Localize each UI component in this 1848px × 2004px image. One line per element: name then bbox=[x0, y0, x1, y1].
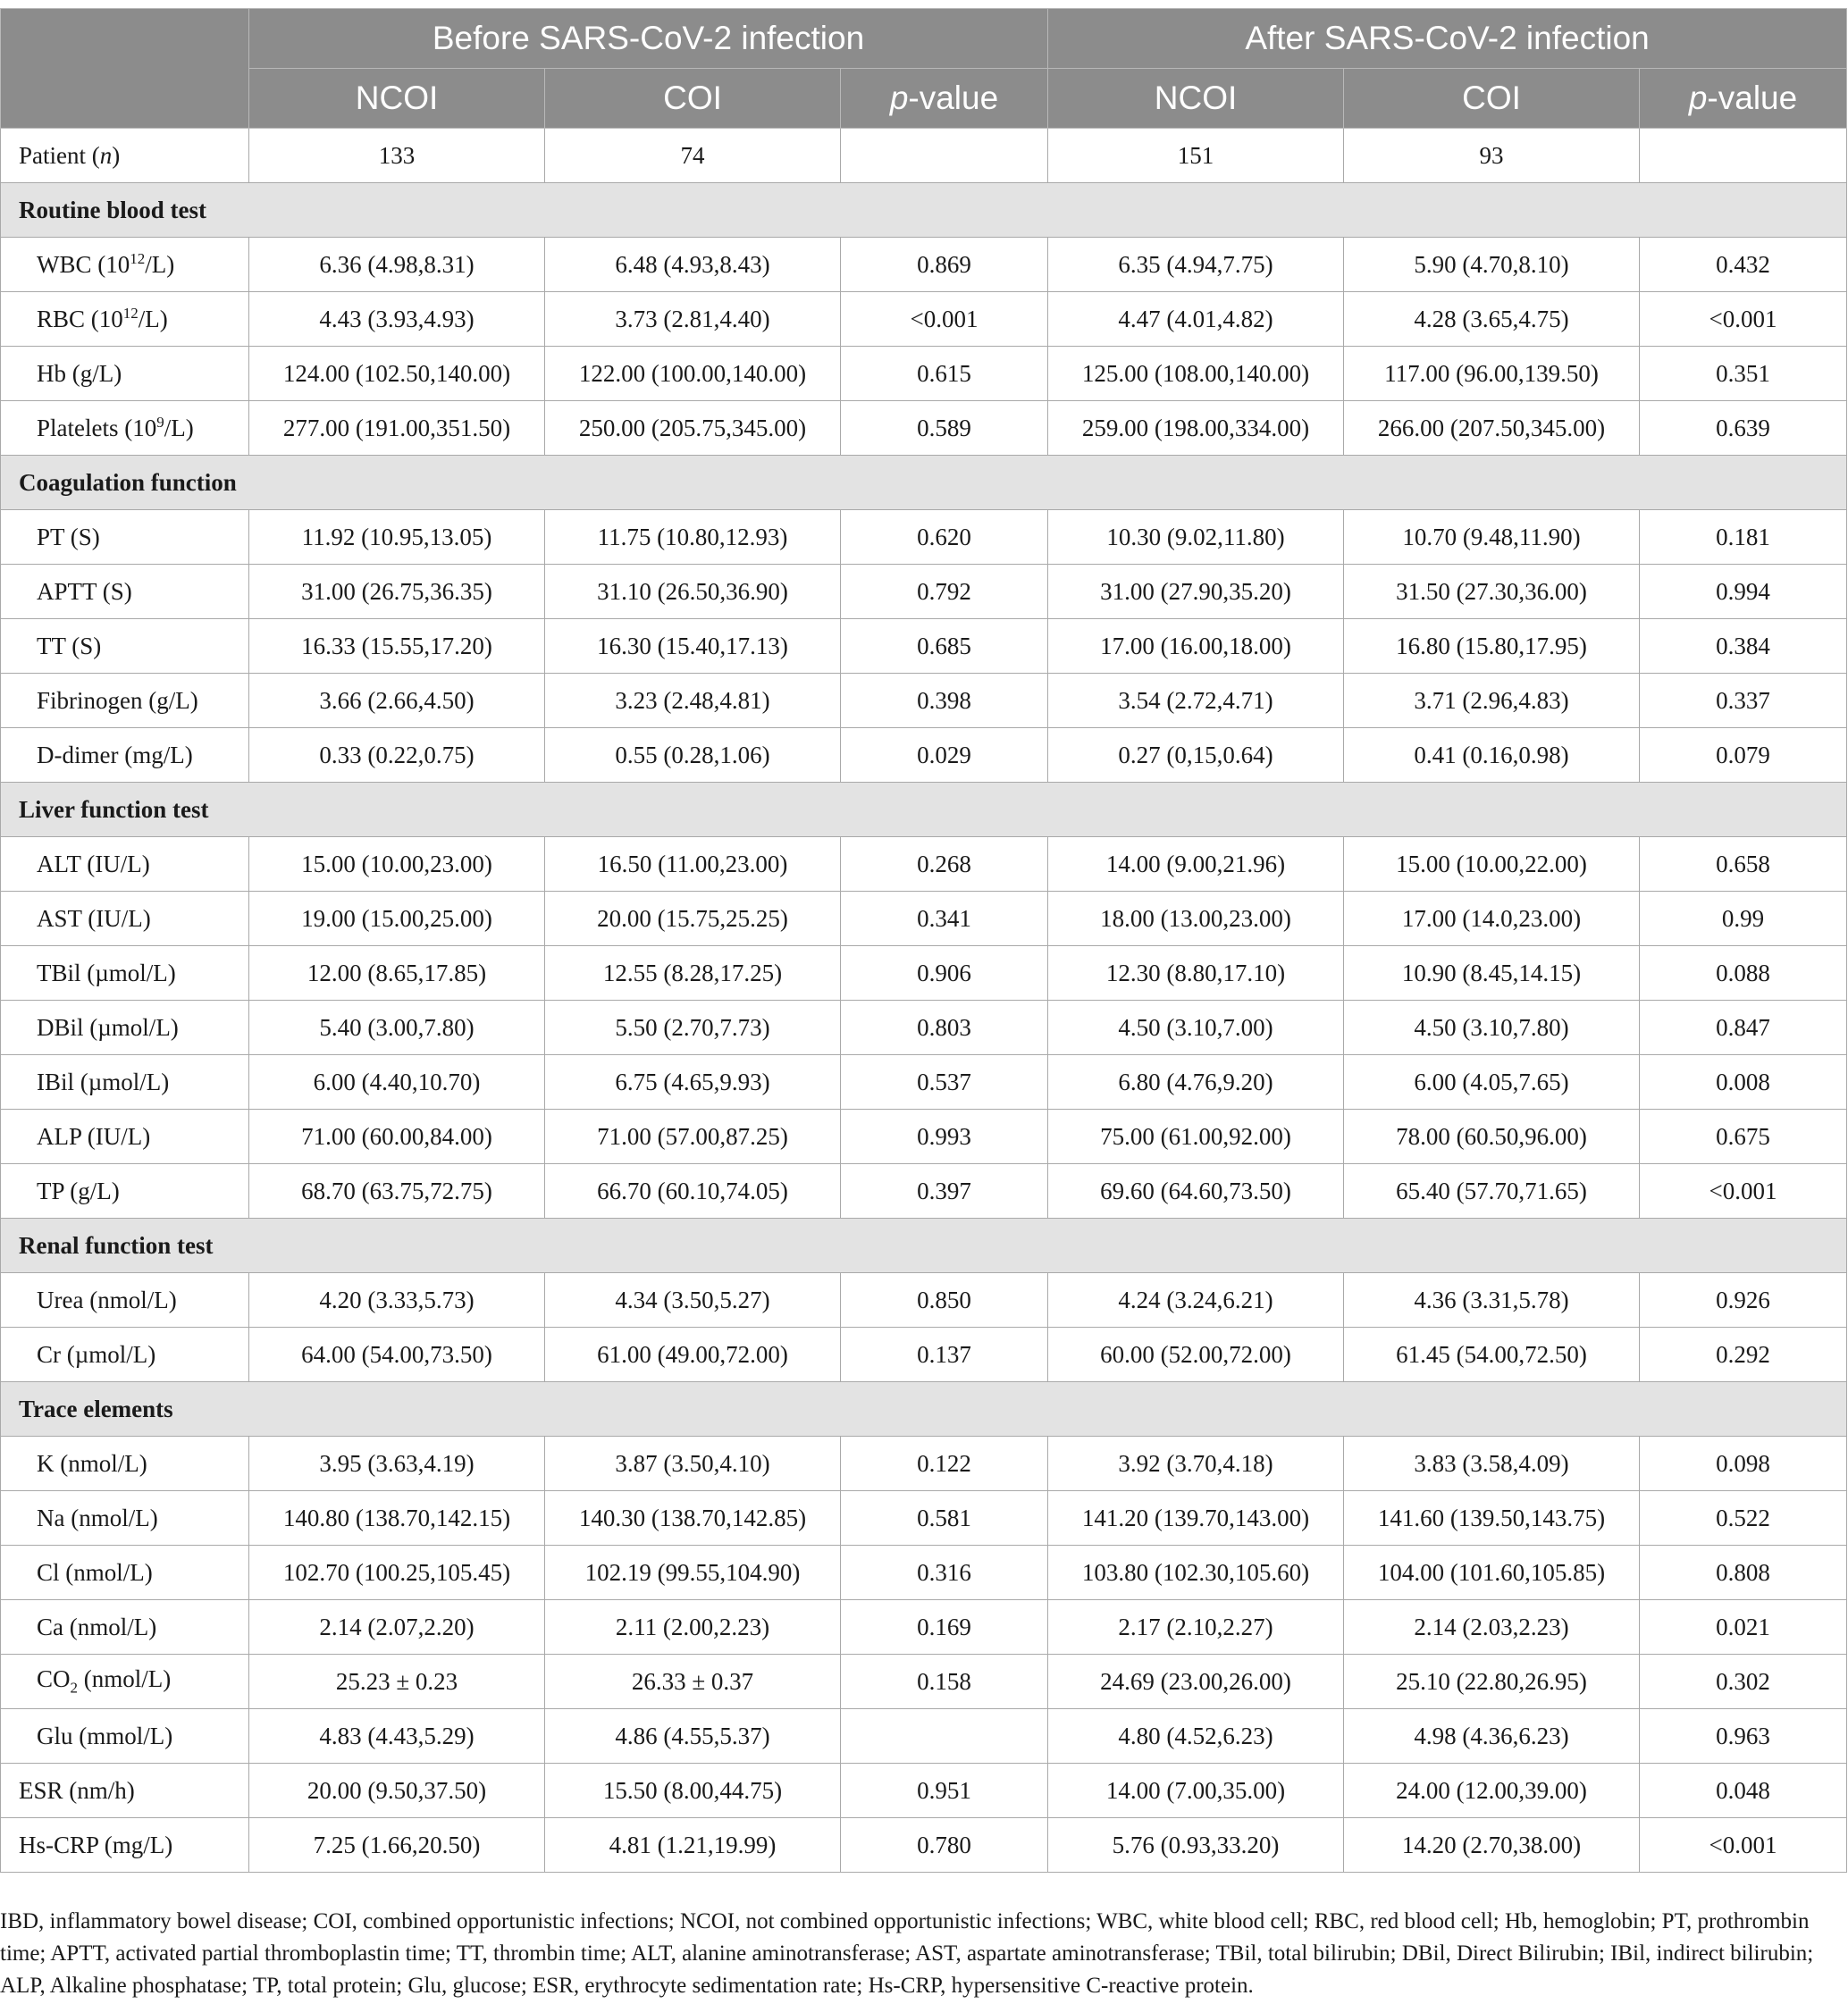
cell-value: 125.00 (108.00,140.00) bbox=[1048, 347, 1344, 401]
row-label bbox=[1, 728, 249, 783]
cell-value: 71.00 (57.00,87.25) bbox=[545, 1110, 841, 1164]
cell-value: 31.00 (27.90,35.20) bbox=[1048, 565, 1344, 619]
cell-value: 0.158 bbox=[841, 1655, 1048, 1709]
row-label-text: ALT (IU/L) bbox=[37, 850, 150, 877]
cell-value: 0.292 bbox=[1640, 1328, 1847, 1382]
row-label bbox=[1, 1546, 249, 1600]
cell-value: 0.780 bbox=[841, 1818, 1048, 1873]
cell-value: 6.80 (4.76,9.20) bbox=[1048, 1055, 1344, 1110]
table-row bbox=[1, 946, 1847, 1001]
cell-value: 0.181 bbox=[1640, 510, 1847, 565]
cell-value: <0.001 bbox=[841, 292, 1048, 347]
cell-value: 0.029 bbox=[841, 728, 1048, 783]
header-before-pvalue bbox=[841, 69, 1048, 129]
row-label-text: Hb (g/L) bbox=[37, 359, 122, 387]
table-row bbox=[1, 510, 1847, 565]
cell-value: 31.10 (26.50,36.90) bbox=[545, 565, 841, 619]
row-label-tail: (nmol/L) bbox=[78, 1665, 172, 1693]
cell-value: 0.088 bbox=[1640, 946, 1847, 1001]
row-label-text: Platelets (10 bbox=[37, 415, 157, 441]
cell-value: 12.00 (8.65,17.85) bbox=[249, 946, 545, 1001]
header-after-pvalue bbox=[1640, 69, 1847, 129]
row-label-tail: /L) bbox=[164, 415, 194, 441]
table-row bbox=[1, 401, 1847, 456]
table-row bbox=[1, 728, 1847, 783]
cell-value: 0.869 bbox=[841, 238, 1048, 292]
cell-value: 0.620 bbox=[841, 510, 1048, 565]
row-label-text: Cl (nmol/L) bbox=[37, 1558, 153, 1586]
cell-value: 124.00 (102.50,140.00) bbox=[249, 347, 545, 401]
row-label-tail: /L) bbox=[138, 306, 168, 332]
cell-value: 4.20 (3.33,5.73) bbox=[249, 1273, 545, 1328]
cell-value: 4.50 (3.10,7.00) bbox=[1048, 1001, 1344, 1055]
row-label bbox=[1, 1437, 249, 1491]
cell-value: 2.14 (2.07,2.20) bbox=[249, 1600, 545, 1655]
cell-value: 0.803 bbox=[841, 1001, 1048, 1055]
cell-value: 0.685 bbox=[841, 619, 1048, 674]
row-label-text: IBil (µmol/L) bbox=[37, 1068, 170, 1095]
cell-value: 0.048 bbox=[1640, 1764, 1847, 1818]
cell-value: 4.50 (3.10,7.80) bbox=[1344, 1001, 1640, 1055]
cell-value: 3.92 (3.70,4.18) bbox=[1048, 1437, 1344, 1491]
cell-value: 0.098 bbox=[1640, 1437, 1847, 1491]
table-footnote: IBD, inflammatory bowel disease; COI, combined opportunistic infections; NCOI, not combined opportunistic infections; WBC, white blood cell; RBC, red blood cell; Hb, hemoglobin; PT, prothrombin time; APTT, activated partial thromboplastin time; TT, thrombin time; ALT, alanine aminotransferase; AST, aspartate aminotransferase; TBil, total bilirubin; DBil, Direct Bilirubin; IBil, indirect bilirubin; ALP, Alkaline phosphatase; TP, total protein; Glu, glucose; ESR, erythrocyte sedimentation rate; Hs-CRP, hypersensitive C-reactive protein. bbox=[0, 1909, 1814, 1998]
cell-value: 20.00 (15.75,25.25) bbox=[545, 892, 841, 946]
section-title: Coagulation function bbox=[1, 456, 1847, 510]
table-row bbox=[1, 674, 1847, 728]
row-label-text: ESR (nm/h) bbox=[19, 1776, 135, 1804]
row-label-text: Na (nmol/L) bbox=[37, 1504, 158, 1531]
cell-value: 0.847 bbox=[1640, 1001, 1847, 1055]
row-label bbox=[1, 946, 249, 1001]
cell-value: 0.398 bbox=[841, 674, 1048, 728]
row-label-text: Hs-CRP (mg/L) bbox=[19, 1831, 173, 1858]
cell-value: 14.00 (9.00,21.96) bbox=[1048, 837, 1344, 892]
row-label bbox=[1, 1491, 249, 1546]
cell-value: 25.10 (22.80,26.95) bbox=[1344, 1655, 1640, 1709]
header-before-ncoi: NCOI bbox=[249, 69, 545, 129]
section-title: Routine blood test bbox=[1, 183, 1847, 238]
cell-value: 11.75 (10.80,12.93) bbox=[545, 510, 841, 565]
cell-value bbox=[841, 1709, 1048, 1764]
cell-value: 10.90 (8.45,14.15) bbox=[1344, 946, 1640, 1001]
header-group-row bbox=[1, 9, 1847, 69]
row-label-text: TBil (µmol/L) bbox=[37, 959, 176, 986]
patient-label-post: ) bbox=[112, 141, 121, 169]
row-label-text: Ca (nmol/L) bbox=[37, 1613, 157, 1640]
row-label bbox=[1, 1055, 249, 1110]
row-label bbox=[1, 1273, 249, 1328]
row-label-sup: 12 bbox=[130, 250, 146, 267]
row-label-text: Glu (mmol/L) bbox=[37, 1722, 173, 1749]
row-label bbox=[1, 892, 249, 946]
row-label-text: Cr (µmol/L) bbox=[37, 1340, 156, 1368]
cell-value: 6.75 (4.65,9.93) bbox=[545, 1055, 841, 1110]
cell-value: 18.00 (13.00,23.00) bbox=[1048, 892, 1344, 946]
patient-row bbox=[1, 129, 1847, 183]
cell-value: 122.00 (100.00,140.00) bbox=[545, 347, 841, 401]
cell-value: <0.001 bbox=[1640, 292, 1847, 347]
patient-label-n: n bbox=[99, 141, 113, 169]
row-label bbox=[1, 1764, 249, 1818]
cell-value: 4.34 (3.50,5.27) bbox=[545, 1273, 841, 1328]
cell-value: 4.36 (3.31,5.78) bbox=[1344, 1273, 1640, 1328]
header-before-coi: COI bbox=[545, 69, 841, 129]
cell-value: 0.316 bbox=[841, 1546, 1048, 1600]
cell-value: 0.850 bbox=[841, 1273, 1048, 1328]
row-label bbox=[1, 292, 249, 347]
cell-value: 4.83 (4.43,5.29) bbox=[249, 1709, 545, 1764]
cell-value: 15.50 (8.00,44.75) bbox=[545, 1764, 841, 1818]
cell-value: 0.906 bbox=[841, 946, 1048, 1001]
cell-value: 2.11 (2.00,2.23) bbox=[545, 1600, 841, 1655]
row-label bbox=[1, 1818, 249, 1873]
cell-value: 14.00 (7.00,35.00) bbox=[1048, 1764, 1344, 1818]
cell-value: 0.993 bbox=[841, 1110, 1048, 1164]
cell-value: 4.43 (3.93,4.93) bbox=[249, 292, 545, 347]
cell-value: 16.80 (15.80,17.95) bbox=[1344, 619, 1640, 674]
cell-value: 6.00 (4.40,10.70) bbox=[249, 1055, 545, 1110]
cell-value: 0.122 bbox=[841, 1437, 1048, 1491]
table-row bbox=[1, 238, 1847, 292]
cell-value: 0.537 bbox=[841, 1055, 1048, 1110]
cell-value: 102.70 (100.25,105.45) bbox=[249, 1546, 545, 1600]
header-column-row bbox=[1, 69, 1847, 129]
row-label-sub: 2 bbox=[70, 1679, 79, 1697]
p-suffix: -value bbox=[1707, 80, 1798, 116]
cell-value: 0.384 bbox=[1640, 619, 1847, 674]
cell-value: 0.639 bbox=[1640, 401, 1847, 456]
row-label bbox=[1, 1110, 249, 1164]
table-row bbox=[1, 1546, 1847, 1600]
cell-value: 16.50 (11.00,23.00) bbox=[545, 837, 841, 892]
row-label bbox=[1, 1655, 249, 1709]
cell-value: 0.55 (0.28,1.06) bbox=[545, 728, 841, 783]
cell-value: 26.33 ± 0.37 bbox=[545, 1655, 841, 1709]
cell-value: 12.55 (8.28,17.25) bbox=[545, 946, 841, 1001]
section-header-row bbox=[1, 183, 1847, 238]
row-label-text: CO bbox=[37, 1665, 71, 1693]
cell-value: 0.33 (0.22,0.75) bbox=[249, 728, 545, 783]
section-title: Renal function test bbox=[1, 1219, 1847, 1273]
cell-value: 0.658 bbox=[1640, 837, 1847, 892]
cell-value: 2.17 (2.10,2.27) bbox=[1048, 1600, 1344, 1655]
cell-value: 0.341 bbox=[841, 892, 1048, 946]
cell-value: 0.792 bbox=[841, 565, 1048, 619]
cell-value: 16.30 (15.40,17.13) bbox=[545, 619, 841, 674]
header-after-ncoi: NCOI bbox=[1048, 69, 1344, 129]
cell-value: 259.00 (198.00,334.00) bbox=[1048, 401, 1344, 456]
cell-value bbox=[841, 129, 1048, 183]
cell-value: 141.60 (139.50,143.75) bbox=[1344, 1491, 1640, 1546]
cell-value: 104.00 (101.60,105.85) bbox=[1344, 1546, 1640, 1600]
cell-value: 0.589 bbox=[841, 401, 1048, 456]
row-label-text: Fibrinogen (g/L) bbox=[37, 686, 198, 714]
cell-value: 0.137 bbox=[841, 1328, 1048, 1382]
cell-value: 11.92 (10.95,13.05) bbox=[249, 510, 545, 565]
cell-value: 4.24 (3.24,6.21) bbox=[1048, 1273, 1344, 1328]
p-suffix: -value bbox=[908, 80, 999, 116]
row-label bbox=[1, 347, 249, 401]
p-italic: p bbox=[889, 80, 909, 116]
p-italic: p bbox=[1688, 80, 1708, 116]
row-label bbox=[1, 1164, 249, 1219]
table-row bbox=[1, 1764, 1847, 1818]
cell-value: 0.397 bbox=[841, 1164, 1048, 1219]
cell-value: 16.33 (15.55,17.20) bbox=[249, 619, 545, 674]
table-row bbox=[1, 1818, 1847, 1873]
cell-value bbox=[1640, 129, 1847, 183]
cell-value: 15.00 (10.00,22.00) bbox=[1344, 837, 1640, 892]
table-row bbox=[1, 1437, 1847, 1491]
cell-value: 5.40 (3.00,7.80) bbox=[249, 1001, 545, 1055]
cell-value: 0.994 bbox=[1640, 565, 1847, 619]
header-after-group: After SARS-CoV-2 infection bbox=[1048, 9, 1847, 69]
table-row bbox=[1, 1655, 1847, 1709]
row-label-text: AST (IU/L) bbox=[37, 904, 151, 932]
cell-value: 3.87 (3.50,4.10) bbox=[545, 1437, 841, 1491]
header-corner bbox=[1, 9, 249, 129]
cell-value: 102.19 (99.55,104.90) bbox=[545, 1546, 841, 1600]
cell-value: 68.70 (63.75,72.75) bbox=[249, 1164, 545, 1219]
cell-value: 20.00 (9.50,37.50) bbox=[249, 1764, 545, 1818]
cell-value: 5.90 (4.70,8.10) bbox=[1344, 238, 1640, 292]
cell-value: 78.00 (60.50,96.00) bbox=[1344, 1110, 1640, 1164]
cell-value: 103.80 (102.30,105.60) bbox=[1048, 1546, 1344, 1600]
row-label-tail: /L) bbox=[145, 251, 175, 278]
row-label bbox=[1, 510, 249, 565]
row-label-text: DBil (µmol/L) bbox=[37, 1013, 179, 1041]
row-label bbox=[1, 238, 249, 292]
cell-value: 6.35 (4.94,7.75) bbox=[1048, 238, 1344, 292]
cell-value: 0.302 bbox=[1640, 1655, 1847, 1709]
cell-value: 277.00 (191.00,351.50) bbox=[249, 401, 545, 456]
section-header-row bbox=[1, 1219, 1847, 1273]
cell-value: 17.00 (16.00,18.00) bbox=[1048, 619, 1344, 674]
row-label-text: Urea (nmol/L) bbox=[37, 1286, 177, 1313]
row-label-text: WBC (10 bbox=[37, 251, 130, 278]
cell-value: 4.80 (4.52,6.23) bbox=[1048, 1709, 1344, 1764]
cell-value: 0.581 bbox=[841, 1491, 1048, 1546]
table-row bbox=[1, 1164, 1847, 1219]
row-label-text: APTT (S) bbox=[37, 577, 132, 605]
table-row bbox=[1, 565, 1847, 619]
cell-value: 140.30 (138.70,142.85) bbox=[545, 1491, 841, 1546]
cell-value: 0.337 bbox=[1640, 674, 1847, 728]
cell-value: 3.73 (2.81,4.40) bbox=[545, 292, 841, 347]
cell-value: 75.00 (61.00,92.00) bbox=[1048, 1110, 1344, 1164]
cell-value: 0.41 (0.16,0.98) bbox=[1344, 728, 1640, 783]
cell-value: 0.522 bbox=[1640, 1491, 1847, 1546]
cell-value: 60.00 (52.00,72.00) bbox=[1048, 1328, 1344, 1382]
cell-value: 0.169 bbox=[841, 1600, 1048, 1655]
cell-value: 4.47 (4.01,4.82) bbox=[1048, 292, 1344, 347]
cell-value: 14.20 (2.70,38.00) bbox=[1344, 1818, 1640, 1873]
cell-value: 25.23 ± 0.23 bbox=[249, 1655, 545, 1709]
cell-value: 5.76 (0.93,33.20) bbox=[1048, 1818, 1344, 1873]
row-label-text: PT (S) bbox=[37, 523, 100, 550]
cell-value: 4.81 (1.21,19.99) bbox=[545, 1818, 841, 1873]
cell-value: 0.615 bbox=[841, 347, 1048, 401]
cell-value: 140.80 (138.70,142.15) bbox=[249, 1491, 545, 1546]
patient-label bbox=[1, 129, 249, 183]
cell-value: 0.27 (0,15,0.64) bbox=[1048, 728, 1344, 783]
table-container bbox=[0, 8, 1846, 1873]
cell-value: 0.079 bbox=[1640, 728, 1847, 783]
table-row bbox=[1, 837, 1847, 892]
lab-results-table bbox=[0, 8, 1847, 1873]
cell-value: 7.25 (1.66,20.50) bbox=[249, 1818, 545, 1873]
cell-value: 0.432 bbox=[1640, 238, 1847, 292]
table-row bbox=[1, 619, 1847, 674]
table-row bbox=[1, 347, 1847, 401]
cell-value: 0.268 bbox=[841, 837, 1048, 892]
row-label-text: K (nmol/L) bbox=[37, 1449, 147, 1477]
cell-value: 69.60 (64.60,73.50) bbox=[1048, 1164, 1344, 1219]
row-label-text: TP (g/L) bbox=[37, 1177, 120, 1204]
table-row bbox=[1, 1110, 1847, 1164]
section-title: Liver function test bbox=[1, 783, 1847, 837]
cell-value: 3.83 (3.58,4.09) bbox=[1344, 1437, 1640, 1491]
row-label bbox=[1, 619, 249, 674]
section-header-row bbox=[1, 783, 1847, 837]
cell-value: 24.00 (12.00,39.00) bbox=[1344, 1764, 1640, 1818]
table-row bbox=[1, 292, 1847, 347]
cell-value: 2.14 (2.03,2.23) bbox=[1344, 1600, 1640, 1655]
cell-value: 12.30 (8.80,17.10) bbox=[1048, 946, 1344, 1001]
row-label bbox=[1, 1709, 249, 1764]
cell-value: 65.40 (57.70,71.65) bbox=[1344, 1164, 1640, 1219]
row-label-text: TT (S) bbox=[37, 632, 102, 659]
table-row bbox=[1, 1273, 1847, 1328]
row-label-text: ALP (IU/L) bbox=[37, 1122, 151, 1150]
section-title: Trace elements bbox=[1, 1382, 1847, 1437]
cell-value: 19.00 (15.00,25.00) bbox=[249, 892, 545, 946]
cell-value: 3.23 (2.48,4.81) bbox=[545, 674, 841, 728]
cell-value: 0.963 bbox=[1640, 1709, 1847, 1764]
table-row bbox=[1, 1328, 1847, 1382]
cell-value: 3.71 (2.96,4.83) bbox=[1344, 674, 1640, 728]
row-label bbox=[1, 837, 249, 892]
patient-label-pre: Patient ( bbox=[19, 141, 100, 169]
cell-value: 133 bbox=[249, 129, 545, 183]
cell-value: 6.36 (4.98,8.31) bbox=[249, 238, 545, 292]
row-label bbox=[1, 565, 249, 619]
cell-value: 31.00 (26.75,36.35) bbox=[249, 565, 545, 619]
header-after-coi: COI bbox=[1344, 69, 1640, 129]
cell-value: 0.008 bbox=[1640, 1055, 1847, 1110]
cell-value: 61.00 (49.00,72.00) bbox=[545, 1328, 841, 1382]
cell-value: 4.28 (3.65,4.75) bbox=[1344, 292, 1640, 347]
cell-value: 61.45 (54.00,72.50) bbox=[1344, 1328, 1640, 1382]
cell-value: 3.95 (3.63,4.19) bbox=[249, 1437, 545, 1491]
table-row bbox=[1, 1001, 1847, 1055]
table-row bbox=[1, 1491, 1847, 1546]
cell-value: 0.351 bbox=[1640, 347, 1847, 401]
cell-value: 17.00 (14.0,23.00) bbox=[1344, 892, 1640, 946]
row-label-text: D-dimer (mg/L) bbox=[37, 741, 193, 768]
cell-value: 6.48 (4.93,8.43) bbox=[545, 238, 841, 292]
cell-value: 0.021 bbox=[1640, 1600, 1847, 1655]
header-before-group: Before SARS-CoV-2 infection bbox=[249, 9, 1048, 69]
cell-value: 5.50 (2.70,7.73) bbox=[545, 1001, 841, 1055]
row-label bbox=[1, 1600, 249, 1655]
cell-value: 3.66 (2.66,4.50) bbox=[249, 674, 545, 728]
cell-value: 0.99 bbox=[1640, 892, 1847, 946]
cell-value: 71.00 (60.00,84.00) bbox=[249, 1110, 545, 1164]
table-row bbox=[1, 892, 1847, 946]
cell-value: 93 bbox=[1344, 129, 1640, 183]
cell-value: 250.00 (205.75,345.00) bbox=[545, 401, 841, 456]
cell-value: 66.70 (60.10,74.05) bbox=[545, 1164, 841, 1219]
row-label-sup: 9 bbox=[156, 414, 164, 431]
row-label bbox=[1, 401, 249, 456]
row-label bbox=[1, 674, 249, 728]
cell-value: <0.001 bbox=[1640, 1818, 1847, 1873]
table-row bbox=[1, 1709, 1847, 1764]
cell-value: 0.808 bbox=[1640, 1546, 1847, 1600]
row-label-sup: 12 bbox=[122, 305, 139, 322]
cell-value: 6.00 (4.05,7.65) bbox=[1344, 1055, 1640, 1110]
cell-value: 4.86 (4.55,5.37) bbox=[545, 1709, 841, 1764]
table-row bbox=[1, 1600, 1847, 1655]
cell-value: 64.00 (54.00,73.50) bbox=[249, 1328, 545, 1382]
row-label bbox=[1, 1001, 249, 1055]
cell-value: 31.50 (27.30,36.00) bbox=[1344, 565, 1640, 619]
section-header-row bbox=[1, 1382, 1847, 1437]
cell-value: 24.69 (23.00,26.00) bbox=[1048, 1655, 1344, 1709]
cell-value: 0.675 bbox=[1640, 1110, 1847, 1164]
row-label bbox=[1, 1328, 249, 1382]
cell-value: 15.00 (10.00,23.00) bbox=[249, 837, 545, 892]
cell-value: 117.00 (96.00,139.50) bbox=[1344, 347, 1640, 401]
cell-value: 151 bbox=[1048, 129, 1344, 183]
section-header-row bbox=[1, 456, 1847, 510]
cell-value: <0.001 bbox=[1640, 1164, 1847, 1219]
cell-value: 10.30 (9.02,11.80) bbox=[1048, 510, 1344, 565]
row-label-text: RBC (10 bbox=[37, 306, 123, 332]
cell-value: 0.926 bbox=[1640, 1273, 1847, 1328]
cell-value: 10.70 (9.48,11.90) bbox=[1344, 510, 1640, 565]
cell-value: 141.20 (139.70,143.00) bbox=[1048, 1491, 1344, 1546]
cell-value: 0.951 bbox=[841, 1764, 1048, 1818]
cell-value: 3.54 (2.72,4.71) bbox=[1048, 674, 1344, 728]
cell-value: 74 bbox=[545, 129, 841, 183]
cell-value: 4.98 (4.36,6.23) bbox=[1344, 1709, 1640, 1764]
table-row bbox=[1, 1055, 1847, 1110]
cell-value: 266.00 (207.50,345.00) bbox=[1344, 401, 1640, 456]
